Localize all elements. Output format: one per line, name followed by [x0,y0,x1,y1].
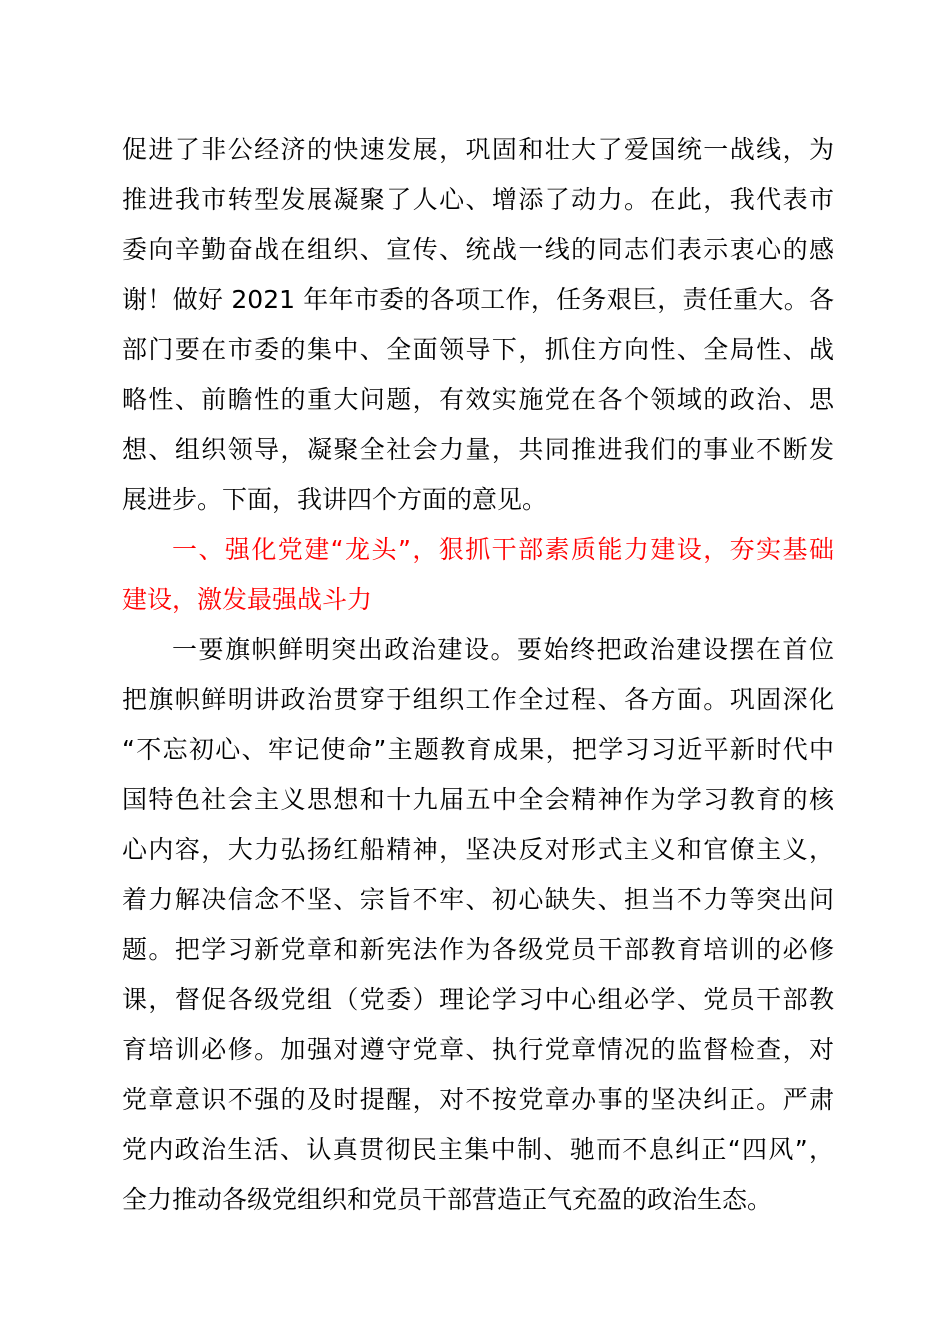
section-heading: 建设，激发最强战斗力 [122,585,373,614]
body-line: 党内政治生活、认真贯彻民主集中制、驰而不息纠正“四风”， [122,1135,834,1164]
body-line: 题。把学习新党章和新宪法作为各级党员干部教育培训的必修 [122,935,834,964]
intro-line: 推进我市转型发展凝聚了人心、增添了动力。在此，我代表市 [122,185,834,214]
body-line: 着力解决信念不坚、宗旨不牢、初心缺失、担当不力等突出问 [122,885,834,914]
body-line: 心内容，大力弘扬红船精神，坚决反对形式主义和官僚主义， [122,835,834,864]
intro-line: 委向辛勤奋战在组织、宣传、统战一线的同志们表示衷心的感 [122,235,834,264]
intro-line: 部门要在市委的集中、全面领导下，抓住方向性、全局性、战 [122,335,834,364]
intro-line: 想、组织领导，凝聚全社会力量，共同推进我们的事业不断发 [122,435,834,464]
body-line: 党章意识不强的及时提醒，对不按党章办事的坚决纠正。严肃 [122,1085,834,1114]
body-line: 国特色社会主义思想和十九届五中全会精神作为学习教育的核 [122,785,834,814]
intro-line: 略性、前瞻性的重大问题，有效实施党在各个领域的政治、思 [122,385,834,414]
body-line: “不忘初心、牢记使命”主题教育成果，把学习习近平新时代中 [122,735,834,764]
body-line: 全力推动各级党组织和党员干部营造正气充盈的政治生态。 [122,1185,773,1214]
body-line: 把旗帜鲜明讲政治贯穿于组织工作全过程、各方面。巩固深化 [122,685,834,714]
intro-line: 展进步。下面，我讲四个方面的意见。 [122,485,548,514]
intro-line: 谢！做好 2021 年年市委的各项工作，任务艰巨，责任重大。各 [122,285,834,314]
body-line: 课，督促各级党组（党委）理论学习中心组必学、党员干部教 [122,985,834,1014]
intro-line: 促进了非公经济的快速发展，巩固和壮大了爱国统一战线，为 [122,135,834,164]
body-line: 一要旗帜鲜明突出政治建设。要始终把政治建设摆在首位 [172,635,834,664]
section-heading: 一、强化党建“龙头”，狠抓干部素质能力建设，夯实基础 [172,535,834,564]
body-line: 育培训必修。加强对遵守党章、执行党章情况的监督检查，对 [122,1035,834,1064]
